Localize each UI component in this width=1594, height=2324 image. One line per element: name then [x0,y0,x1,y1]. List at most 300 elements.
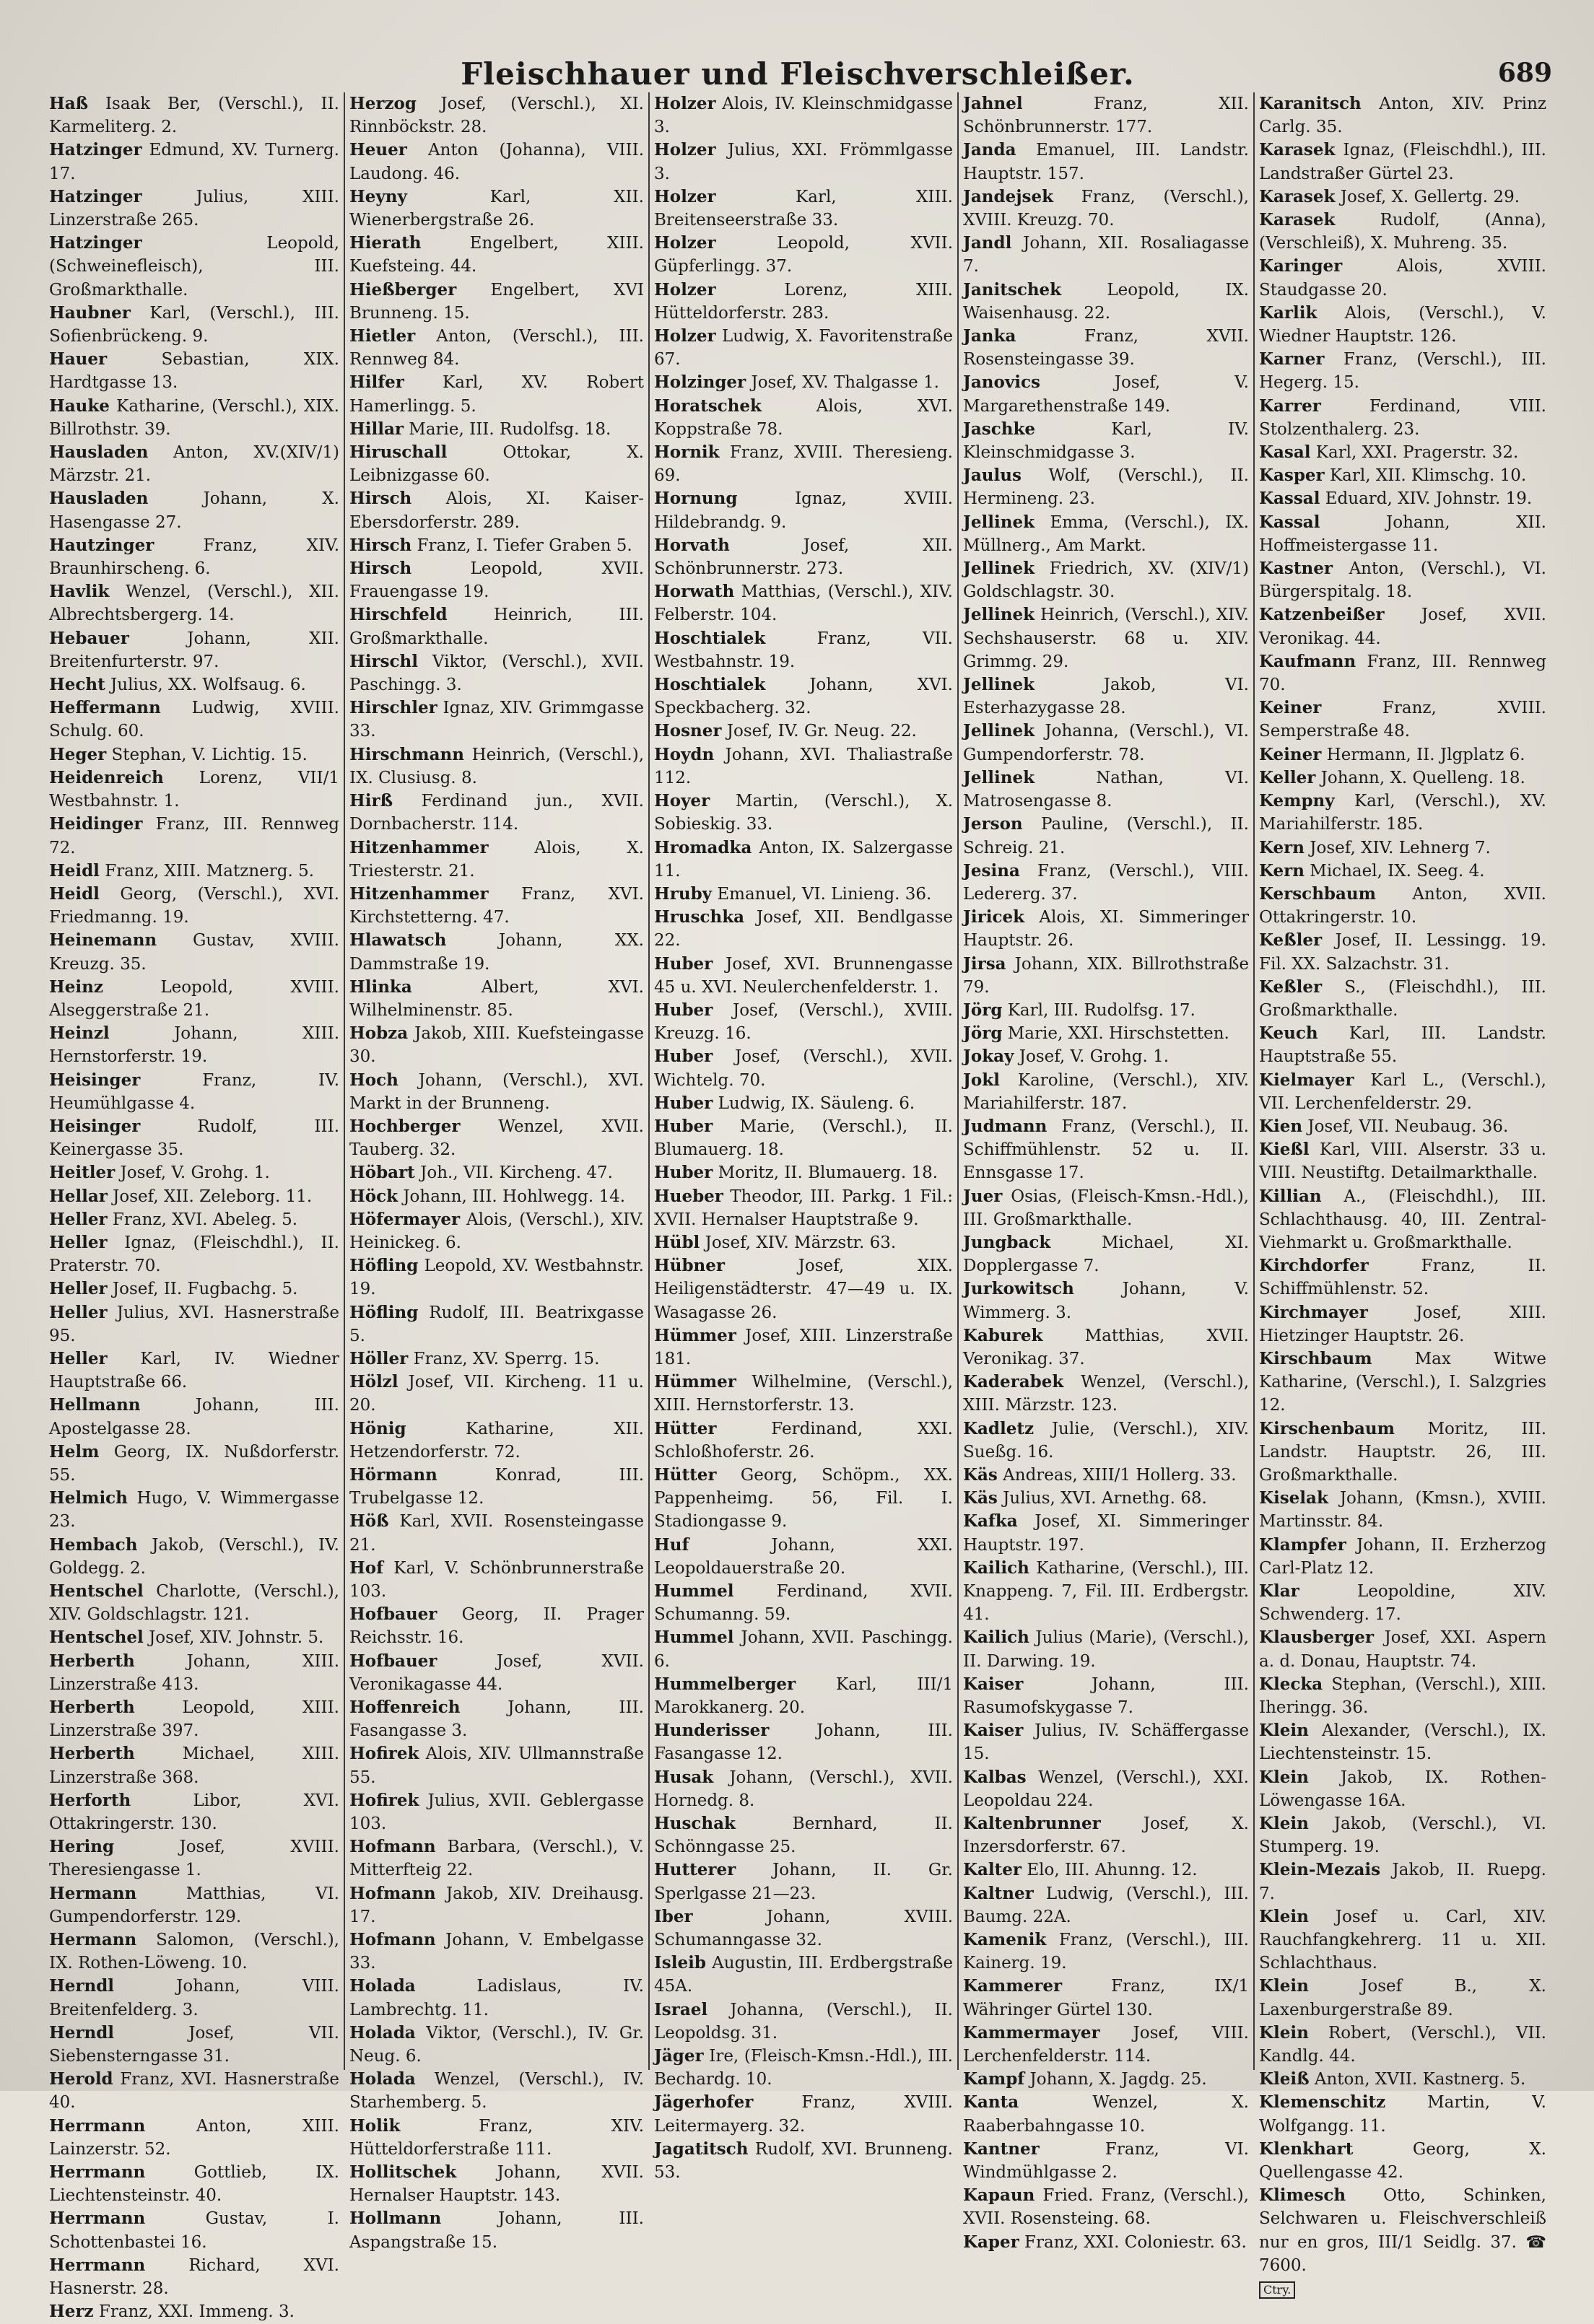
entry-surname: Kamenik [963,1930,1047,1950]
directory-entry [49,487,339,533]
directory-entry [49,232,339,302]
directory-entry [349,1650,644,1696]
entry-details: Robert, (Verschl.), VII. Kandlg. 44. [1259,2023,1546,2066]
entry-surname: Huber [654,953,713,974]
directory-entry [963,1673,1249,1719]
directory-entry [1259,395,1546,441]
entry-surname: Herberth [49,1651,135,1671]
entry-surname: Herrmann [49,2162,146,2183]
entry-surname: Hirschler [349,698,437,718]
entry-surname: Hunderisser [654,1721,770,1741]
entry-surname: Hofmann [349,1930,436,1950]
entry-surname: Hobza [349,1023,409,1044]
entry-surname: Horvath [654,535,730,555]
entry-details: Libor, XVI. Ottakringerstr. 130. [49,1791,339,1834]
entry-details: Barbara, (Verschl.), V. Mitterfteig 22. [349,1838,644,1880]
entry-surname: Kaltner [963,1883,1034,1903]
entry-surname: Keiner [1259,698,1322,718]
directory-entry [49,2207,339,2253]
directory-entry [963,279,1249,325]
entry-details: Josef, XII. Zeleborg. 11. [107,1187,313,1206]
directory-entry [654,395,953,441]
directory-entry [654,1185,953,1231]
directory-entry [654,487,953,533]
entry-details: Isaak Ber, (Verschl.), II. Karmeliterg. 2. [49,95,339,137]
entry-surname: Hirsch [349,535,412,555]
entry-surname: Klein [1259,2022,1309,2043]
entry-details: Jakob, II. Ruepg. 7. [1259,1861,1546,1903]
directory-entry [349,2068,644,2114]
entry-details: Max Witwe Katharine, (Verschl.), I. Salzgries 12. [1259,1349,1546,1415]
entry-details: Franz, XVII. Rosensteingasse 39. [963,327,1249,370]
directory-entry [963,1812,1249,1858]
entry-surname: Kempny [1259,791,1335,811]
entry-details: Leopoldine, XIV. Schwenderg. 17. [1259,1582,1546,1625]
entry-details: Franz, XXI. Immeng. 3. [93,2302,295,2322]
directory-entry [654,1045,953,1091]
directory-entry [1259,2068,1546,2091]
entry-surname: Holik [349,2115,401,2136]
entry-surname: Klein [1259,1814,1309,1834]
directory-entry [963,1626,1249,1672]
entry-details: Franz, IV. Heumühlgasse 4. [49,1070,339,1113]
directory-entry [1259,1626,1546,1672]
entry-surname: Heinzl [49,1023,110,1044]
entry-surname: Kalter [963,1860,1022,1880]
entry-surname: Hilfer [349,372,404,393]
entry-surname: Hosner [654,721,722,741]
entry-surname: Herold [49,2069,113,2089]
entry-details: Franz, XIII. Matznerg. 5. [99,861,315,881]
directory-entry [49,1022,339,1068]
entry-surname: Hausladen [49,489,149,509]
directory-entry [654,279,953,325]
entry-surname: Klecka [1259,1674,1323,1694]
directory-entry [349,371,644,417]
section-title: Fleischhauer und Fleischverschleißer. [461,56,1135,92]
entry-details: Lorenz, XIII. Hütteldorferstr. 283. [654,280,953,323]
entry-surname: Herberth [49,1744,135,1764]
directory-entry [1259,1138,1546,1184]
entry-details: Johann, V. Embelgasse 33. [349,1931,644,1973]
entry-details: Karl, XXI. Pragerstr. 32. [1310,443,1519,463]
entry-surname: Kirschenbaum [1259,1418,1395,1438]
entry-surname: Klenkhart [1259,2139,1354,2159]
entry-details: Josef, XVII. Veronikagasse 44. [349,1651,644,1694]
entry-details: Anton, XIII. Lainzerstr. 52. [49,2116,339,2159]
entry-surname: Haß [49,94,89,113]
entry-details: Josef, XIX. Heiligenstädterstr. 47—49 u. IX. Wasagasse 26. [654,1257,953,1322]
entry-details: Karl, IV. Kleinschmidgasse 3. [963,419,1249,463]
directory-entry [49,743,339,766]
directory-entry [963,1045,1249,1068]
entry-details: Leopold, (Schweinefleisch), III. Großmarkthalle. [49,234,339,300]
directory-entry [1259,1254,1546,1301]
entry-surname: Käs [963,1488,998,1508]
entry-details: Matthias, (Verschl.), XIV. Felberstr. 104. [654,582,953,625]
directory-entry [963,1324,1249,1371]
entry-surname: Holzer [654,233,716,253]
directory-entry [654,1092,953,1115]
directory-entry [1259,1580,1546,1626]
entry-details: Konrad, III. Trubelgasse 12. [349,1465,644,1508]
entry-surname: Kaltenbrunner [963,1814,1101,1834]
directory-entry [654,1952,953,1998]
directory-entry [1259,1185,1546,1255]
directory-entry [349,836,644,883]
entry-details: Johann, (Verschl.), XVII. Hornedg. 8. [654,1768,953,1810]
entry-details: Viktor, (Verschl.), IV. Gr. Neug. 6. [349,2023,644,2066]
entry-details: Johann, III. Apostelgasse 28. [49,1396,339,1438]
entry-surname: Klausberger [1259,1628,1374,1648]
entry-details: Franz, VII. Westbahnstr. 19. [654,629,953,671]
entry-surname: Herrmann [49,2115,146,2136]
entry-details: Georg, X. Quellengasse 42. [1259,2139,1546,2183]
entry-details: Georg, Schöpm., XX. Pappenheimg. 56, Fil. I. Stadiongasse 9. [654,1465,953,1532]
entry-surname: Höß [349,1511,389,1532]
entry-surname: Karrer [1259,396,1321,416]
entry-details: Hugo, V. Wimmergasse 23. [49,1489,339,1532]
entry-details: Karl, III. Landstr. Hauptstraße 55. [1259,1024,1546,1067]
entry-details: Alois, (Verschl.), XIV. Heinickeg. 6. [349,1210,644,1252]
entry-details: Gustav, XVIII. Kreuzg. 35. [49,931,339,974]
entry-surname: Hofbauer [349,1604,437,1625]
entry-surname: Hübner [654,1256,726,1276]
entry-surname: Iber [654,1906,693,1926]
entry-surname: Hecht [49,675,105,695]
directory-entry [349,883,644,929]
entry-details: Franz, (Verschl.), II. Schiffmühlenstr. 52 u. II. Ennsgasse 17. [963,1117,1249,1183]
entry-surname: Hitzenhammer [349,883,489,904]
directory-entry [963,1975,1249,2021]
directory-entry [49,627,339,673]
entry-surname: Jerson [963,814,1023,834]
entry-details: Karl, XII. Wienerbergstraße 26. [349,187,644,230]
entry-surname: Keßler [1259,930,1323,951]
entry-details: Moritz, II. Blumauerg. 18. [713,1163,938,1183]
directory-entry [1259,1347,1546,1417]
entry-details: Johann, (Verschl.), XVI. Markt in der Brunneng. [349,1070,644,1113]
entry-surname: Herrmann [49,2255,146,2275]
entry-surname: Hönig [349,1418,406,1438]
directory-entry [349,441,644,487]
directory-entry [49,302,339,348]
directory-entry [963,1185,1249,1231]
entry-surname: Kasal [1259,442,1311,463]
directory-entry [49,1882,339,1928]
directory-entry [654,1858,953,1905]
entry-details: Karl, III. Rudolfsg. 17. [1002,1000,1196,1020]
entry-surname: Huschak [654,1814,736,1834]
directory-entry [349,139,644,185]
entry-details: Jakob, (Verschl.), IV. Goldegg. 2. [49,1535,339,1578]
directory-entry [654,790,953,836]
entry-details: Anton, XV.(XIV/1) Märzstr. 21. [49,443,339,486]
entry-details: Johann, III. Aspangstraße 15. [349,2209,644,2252]
directory-entry [49,2300,339,2323]
directory-entry [1259,1022,1546,1068]
directory-entry [1259,511,1546,557]
directory-entry [963,1882,1249,1928]
directory-entry [1259,603,1546,650]
directory-entry [349,1603,644,1649]
entry-details: Johann, VIII. Breitenfelderg. 3. [49,1977,339,2019]
entry-surname: Hoyer [654,791,710,811]
entry-details: Heinrich, (Verschl.), IX. Clusiusg. 8. [349,745,644,787]
directory-entry [654,1673,953,1719]
entry-details: Johann, III. Fasangasse 12. [654,1721,953,1764]
directory-entry [963,1510,1249,1556]
directory-entry [349,650,644,696]
entry-details: Franz, XVI. Abeleg. 5. [107,1210,298,1229]
directory-entry [963,2138,1249,2184]
directory-entry [1259,1905,1546,1975]
entry-surname: Hering [49,1837,115,1857]
entry-details: Gustav, I. Schottenbastei 16. [49,2209,339,2252]
directory-entry [349,696,644,743]
entry-details: Johann, II. Gr. Sperlgasse 21—23. [654,1861,953,1903]
directory-entry [349,1417,644,1464]
entry-details: Karl, V. Schönbrunnerstraße 103. [349,1558,644,1601]
entry-surname: Klar [1259,1581,1299,1601]
column-3 [650,92,959,2183]
directory-entry [1259,2138,1546,2184]
entry-surname: Katzenbeißer [1259,605,1385,625]
entry-details: Johann, XVII. Hernalser Hauptstr. 143. [349,2163,644,2206]
entry-surname: Heller [49,1209,108,1229]
entry-surname: Karasek [1259,210,1336,230]
entry-surname: Hebauer [49,628,129,648]
directory-entry [654,371,953,394]
entry-surname: Hießberger [349,279,457,300]
entry-details: Johann, (Kmsn.), XVIII. Martinsstr. 84. [1259,1489,1546,1532]
entry-details: Leopold, XVII. Frauengasse 19. [349,559,644,602]
directory-entry [654,139,953,185]
entry-details: Rudolf, III. Keinergasse 35. [49,1117,339,1160]
directory-entry [963,185,1249,232]
entry-surname: Keßler [1259,977,1323,997]
entry-surname: Holzer [654,186,716,206]
entry-surname: Karasek [1259,186,1336,206]
entry-details: Julius, IV. Schäffergasse 15. [963,1721,1249,1764]
directory-entry [349,487,644,533]
entry-details: Franz, XVIII. Leitermayerg. 32. [654,2093,953,2136]
directory-entry [49,2161,339,2207]
directory-entry [654,580,953,626]
entry-details: Ludwig, IX. Säuleng. 6. [713,1093,915,1113]
entry-surname: Kien [1259,1116,1303,1136]
directory-entry [349,92,644,139]
directory-entry [49,348,339,394]
entry-surname: Jellinek [963,675,1035,695]
entry-surname: Jesina [963,860,1020,881]
entry-details: Franz, (Verschl.), XVIII. Kreuzg. 70. [963,187,1249,230]
directory-entry [1259,464,1546,487]
entry-details: Ferdinand, XVII. Schumanng. 59. [654,1582,953,1625]
entry-surname: Kammerer [963,1976,1063,1996]
entry-details: Joh., VII. Kircheng. 47. [414,1163,613,1183]
entry-details: Karl, (Verschl.), III. Sofienbrückeng. 9. [49,303,339,346]
entry-surname: Kammermayer [963,2022,1100,2043]
directory-entry [654,906,953,952]
entry-details: Julius, XVII. Geblergasse 103. [349,1791,644,1834]
entry-surname: Hümmer [654,1325,736,1345]
entry-surname: Höfermayer [349,1209,461,1229]
entry-surname: Hoschtialek [654,675,766,695]
entry-surname: Jellinek [963,721,1035,741]
directory-entry [654,1371,953,1417]
entry-surname: Hofmann [349,1837,436,1857]
directory-entry [1259,348,1546,394]
entry-surname: Herz [49,2302,94,2322]
entry-details: Marie, (Verschl.), II. Blumauerg. 18. [654,1117,953,1160]
entry-details: Ottokar, X. Leibnizgasse 60. [349,443,644,486]
entry-surname: Haubner [49,302,131,323]
entry-surname: Hembach [49,1534,138,1555]
entry-details: Johann, XII. Rosaliagasse 7. [963,234,1249,276]
entry-details: Ferdinand jun., XVII. Dornbacherstr. 114. [349,792,644,834]
directory-entry [349,743,644,790]
directory-entry [349,1742,644,1788]
entry-details: Leopold, XVII. Güpferlingg. 37. [654,234,953,276]
entry-details: Josef, XIII. Linzerstraße 181. [654,1326,953,1368]
entry-details: Ferdinand, XXI. Schloßhoferstr. 26. [654,1419,953,1462]
entry-surname: Huber [654,1093,713,1113]
entry-surname: Heinemann [49,930,157,951]
directory-entry [1259,255,1546,301]
directory-entry [963,325,1249,371]
directory-entry [349,557,644,603]
entry-details: Josef, (Verschl.), XI. Rinnböckstr. 28. [349,95,644,137]
entry-surname: Heller [49,1279,108,1299]
entry-details: Wenzel, (Verschl.), XIII. Märzstr. 123. [963,1373,1249,1415]
directory-entry [49,813,339,859]
entry-surname: Hirß [349,791,393,811]
directory-entry [349,1301,644,1347]
entry-details: Franz, XVI. Kirchstetterng. 47. [349,884,644,927]
entry-surname: Jörg [963,1023,1003,1044]
directory-entry [349,1789,644,1835]
entry-surname: Jiricek [963,907,1025,927]
directory-entry [49,1626,339,1649]
entry-details: Josef, II. Fugbachg. 5. [107,1280,298,1299]
entry-surname: Jokl [963,1070,1000,1090]
entry-details: Franz, XIV. Hütteldorferstraße 111. [349,2116,644,2159]
entry-details: Franz, (Verschl.), VIII. Ledererg. 37. [963,861,1249,904]
entry-surname: Kanta [963,2092,1019,2113]
entry-details: Emanuel, VI. Linieng. 36. [712,884,932,904]
entry-details: Eduard, XIV. Johnstr. 19. [1320,489,1533,509]
entry-surname: Höller [349,1348,409,1368]
directory-entry [1259,1719,1546,1765]
directory-entry [49,1789,339,1835]
directory-entry [49,1696,339,1742]
directory-entry [1259,1858,1546,1905]
directory-entry [49,1394,339,1440]
entry-surname: Hellmann [49,1395,141,1415]
entry-details: Johanna, (Verschl.), II. Leopoldsg. 31. [654,2000,953,2043]
entry-details: Johann, X. Hasengasse 27. [49,489,339,532]
directory-entry [654,720,953,743]
directory-entry [349,1254,644,1301]
entry-details: Karl, XVII. Rosensteingasse 21. [349,1512,644,1555]
directory-entry [49,2115,339,2161]
entry-details: Alois, X. Triesterstr. 21. [349,838,644,881]
entry-surname: Heinz [49,977,103,997]
entry-surname: Heisinger [49,1116,141,1136]
directory-entry [963,1858,1249,1882]
entry-surname: Jägerhofer [654,2092,754,2113]
entry-surname: Heffermann [49,698,161,718]
directory-entry [49,1301,339,1347]
directory-entry [963,557,1249,603]
directory-entry [654,1534,953,1580]
directory-entry [349,1208,644,1254]
directory-entry [1259,441,1546,464]
directory-entry [963,1464,1249,1487]
entry-surname: Horwath [654,582,735,602]
directory-entry [49,696,339,743]
entry-surname: Jandl [963,233,1012,253]
directory-entry [1259,302,1546,348]
entry-surname: Janda [963,140,1016,160]
directory-entry [1259,1115,1546,1138]
directory-entry [1259,1766,1546,1812]
directory-entry [1259,766,1546,790]
directory-entry [654,1905,953,1952]
entry-surname: Kasper [1259,466,1325,486]
directory-entry [654,673,953,720]
directory-entry [1259,185,1546,209]
entry-surname: Holada [349,2069,416,2089]
entry-surname: Helm [49,1441,100,1462]
directory-entry [1259,557,1546,603]
entry-surname: Holzer [654,279,716,300]
entry-details: Alois, IV. Kleinschmidgasse 3. [654,95,953,137]
entry-details: Franz, III. Rennweg 70. [1259,652,1546,695]
entry-surname: Holada [349,2022,416,2043]
entry-surname: Hellar [49,1186,108,1206]
entry-details: Johann, XIII. Hernstorferstr. 19. [49,1024,339,1067]
entry-surname: Hollmann [349,2209,442,2229]
directory-entry [49,1487,339,1533]
directory-entry [654,836,953,883]
entry-details: Alois, XVIII. Staudgasse 20. [1259,257,1546,300]
entry-details: Emanuel, III. Landstr. Hauptstr. 157. [963,141,1249,183]
entry-details: Ladislaus, IV. Lambrechtg. 11. [349,1977,644,2019]
entry-details: Katharine, (Verschl.), III. Knappeng. 7, Fil. III. Erdbergstr. 41. [963,1558,1249,1625]
entry-surname: Holzer [654,94,716,113]
entry-details: Anton (Johanna), VIII. Laudong. 46. [349,141,644,183]
entry-details: Franz, II. Schiffmühlenstr. 52. [1259,1257,1546,1299]
entry-surname: Kirschbaum [1259,1348,1372,1368]
directory-entry [654,1719,953,1765]
entry-details: Julius, XVI. Arnethg. 68. [997,1489,1207,1508]
directory-entry [963,953,1249,999]
entry-details: Anton, (Verschl.), VI. Bürgerspitalg. 18. [1259,559,1546,602]
entry-details: Jakob, XIII. Kuefsteingasse 30. [349,1024,644,1067]
entry-surname: Karasek [1259,140,1336,160]
entry-details: Johanna, (Verschl.), VI. Gumpendorferstr. 78. [963,722,1249,764]
entry-details: Franz, (Verschl.), III. Kainerg. 19. [963,1931,1249,1973]
entry-details: Julius, XXI. Frömmlgasse 3. [654,141,953,183]
directory-entry [49,1580,339,1626]
entry-surname: Kießl [1259,1140,1310,1160]
entry-details: Heinrich, III. Großmarkthalle. [349,606,644,648]
entry-surname: Jirsa [963,953,1006,974]
entry-details: Michael, XIII. Linzerstraße 368. [49,1744,339,1787]
entry-surname: Karanitsch [1259,94,1362,113]
